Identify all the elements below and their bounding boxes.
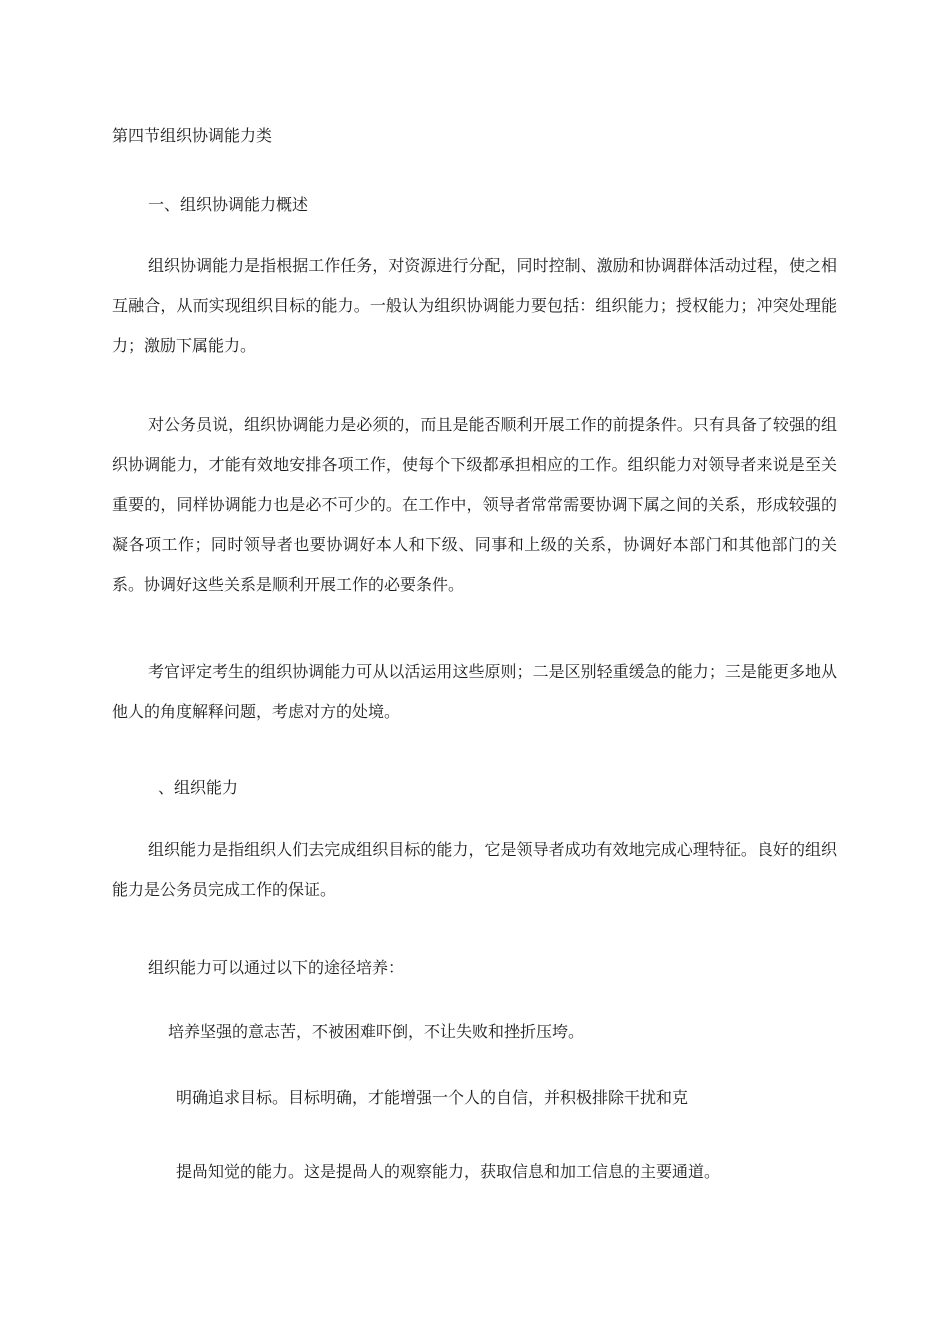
list-item-goals: 明确追求目标。目标明确，才能增强一个人的自信，并积极排除干扰和克 xyxy=(176,1088,689,1107)
section-heading-overview: 一、组织协调能力概述 xyxy=(148,195,309,214)
document-title: 第四节组织协调能力类 xyxy=(112,126,273,145)
paragraph-evaluation: 考官评定考生的组织协调能力可从以活运用这些原则；二是区别轻重缓急的能力；三是能更多地从他人的角度解释问题，考虑对方的处境。 xyxy=(112,662,837,721)
list-item-perception: 提咼知觉的能力。这是提咼人的观察能力，获取信息和加工信息的主要通道。 xyxy=(176,1162,721,1181)
paragraph-importance: 对公务员说，组织协调能力是必须的，而且是能否顺利开展工作的前提条件。只有具备了较强的组织协调能力，才能有效地安排各项工作，使每个下级都承担相应的工作。组织能力对领导者来说是至关重要的，同样协调能力也是必不可少的。在工作中，领导者常常需要协调下属之间的关系，形成较强的凝各项工作；同时领导者也要协调好本人和下级、同事和上级的关系，协调好本部门和其他部门的关系。协调好这些关系是顺利开展工作的必要条件。 xyxy=(112,415,837,594)
paragraph-organizing-definition: 组织能力是指组织人们去完成组织目标的能力，它是领导者成功有效地完成心理特征。良好的组织能力是公务员完成工作的保证。 xyxy=(112,840,837,899)
section-heading-organizing: 、组织能力 xyxy=(158,778,239,797)
list-item-willpower: 培养坚强的意志苦，不被困难吓倒，不让失败和挫折压垮。 xyxy=(168,1022,585,1041)
paragraph-training-intro: 组织能力可以通过以下的途径培养： xyxy=(148,958,405,977)
paragraph-definition: 组织协调能力是指根据工作任务，对资源进行分配，同时控制、激励和协调群体活动过程，使之相互融合，从而实现组织目标的能力。一般认为组织协调能力要包括：组织能力；授权能力；冲突处理能力；激励下属能力。 xyxy=(112,256,837,355)
